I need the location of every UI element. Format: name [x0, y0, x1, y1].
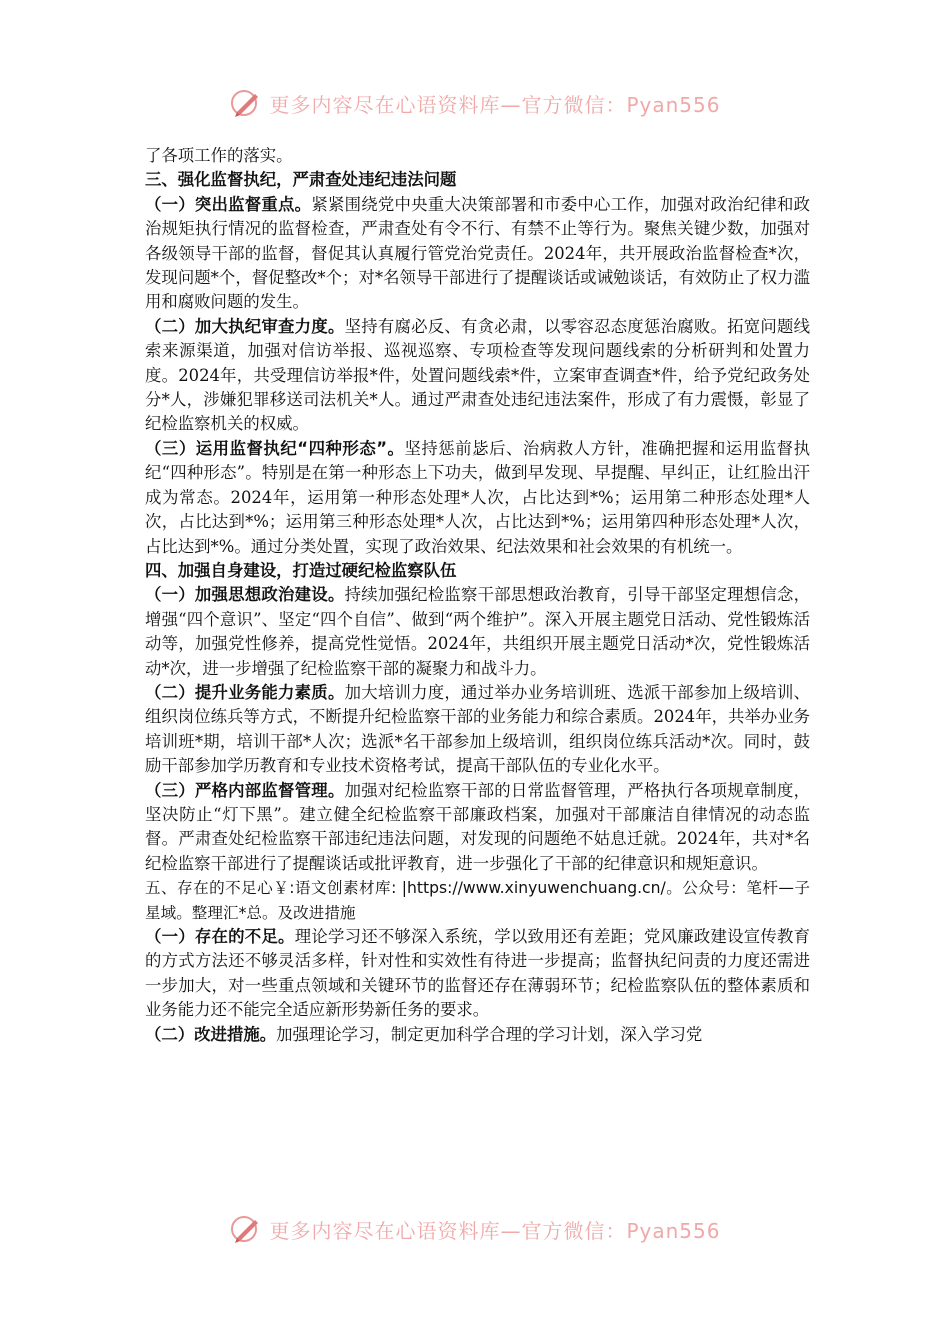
subheading: （三）运用监督执纪“四种形态”。 — [145, 438, 405, 458]
paragraph: （二）提升业务能力素质。加大培训力度，通过举办业务培训班、选派干部参加上级培训、组织岗位练兵等方式，不断提升纪检监察干部的业务能力和综合素质。2024年，共举办业务培训班*期，培训干部*人次；选派*名干部参加上级培训，组织岗位练兵活动*次。同时，鼓励干部参加学历教育和专业技术资格考试，提高干部队伍的专业化水平。 — [145, 682, 811, 776]
watermark-text: 更多内容尽在心语资料库—官方微信：Pyan556 — [269, 92, 721, 117]
subheading: （一）突出监督重点。 — [145, 194, 312, 214]
section-heading: 五、存在的不足心￥:语文创素材库: |https://www.xinyuwenchuang.cn/。公众号：笔杆—子星域。整理汇*总。及改进措施 — [145, 879, 810, 922]
paragraph: （一）突出监督重点。紧紧围绕党中央重大决策部署和市委中心工作，加强对政治纪律和政治规矩执行情况的监督检查，严肃查处有令不行、有禁不止等行为。聚焦关键少数，加强对各级领导干部的监督，督促其认真履行管党治党责任。2024年，共开展政治监督检查*次，发现问题*个，督促整改*个；对*名领导干部进行了提醒谈话或诫勉谈话，有效防止了权力滥用和腐败问题的发生。 — [145, 194, 811, 312]
pen-logo-icon — [229, 86, 263, 120]
section-heading: 三、强化监督执纪，严肃查处违纪违法问题 — [145, 170, 457, 190]
subheading: （二）改进措施。 — [145, 1024, 277, 1044]
paragraph: （三）严格内部监督管理。加强对纪检监察干部的日常监督管理，严格执行各项规章制度，坚决防止“灯下黑”。建立健全纪检监察干部廉政档案，加强对干部廉洁自律情况的动态监督。严肃查处纪检监察干部违纪违法问题，对发现的问题绝不姑息迁就。2024年，共对*名纪检监察干部进行了提醒谈话或批评教育，进一步强化了干部的纪律意识和规矩意识。 — [145, 780, 811, 873]
paragraph: （一）加强思想政治建设。持续加强纪检监察干部思想政治教育，引导干部坚定理想信念，增强“四个意识”、坚定“四个自信”、做到“两个维护”。深入开展主题党日活动、党性锻炼活动等，加强党性修养，提高党性觉悟。2024年，共组织开展主题党日活动*次，党性锻炼活动*次，进一步增强了纪检监察干部的凝聚力和战斗力。 — [145, 585, 811, 678]
watermark-footer — [0, 1212, 950, 1246]
paragraph: （二）加大执纪审查力度。坚持有腐必反、有贪必肃，以零容忍态度惩治腐败。拓宽问题线索来源渠道，加强对信访举报、巡视巡察、专项检查等发现问题线索的分析研判和处置力度。2024年，共受理信访举报*件，处置问题线索*件，立案审查调查*件，给予党纪政务处分*人，涉嫌犯罪移送司法机关*人。通过严肃查处违纪违法案件，形成了有力震慑，彰显了纪检监察机关的权威。 — [145, 316, 811, 434]
paragraph: （一）存在的不足。理论学习还不够深入系统，学以致用还有差距；党风廉政建设宣传教育的方式方法还不够灵活多样，针对性和实效性有待进一步提高；监督执纪问责的力度还需进一步加大，对一些重点领域和关键环节的监督还存在薄弱环节；纪检监察队伍的整体素质和业务能力还不能完全适应新形势新任务的要求。 — [145, 927, 811, 1020]
subheading: （二）加大执纪审查力度。 — [145, 316, 345, 336]
paragraph: 了各项工作的落实。 — [145, 146, 293, 165]
pen-logo-icon — [229, 1212, 263, 1246]
watermark-text: 更多内容尽在心语资料库—官方微信：Pyan556 — [269, 1218, 721, 1243]
subheading: （三）严格内部监督管理。 — [145, 780, 345, 800]
watermark-header — [0, 86, 950, 120]
section-heading: 四、加强自身建设，打造过硬纪检监察队伍 — [145, 560, 457, 580]
subheading: （一）加强思想政治建设。 — [145, 585, 345, 605]
paragraph: （二）改进措施。加强理论学习，制定更加科学合理的学习计划，深入学习党 — [145, 1024, 703, 1044]
document-body — [145, 144, 810, 1047]
paragraph: （三）运用监督执纪“四种形态”。坚持惩前毖后、治病救人方针，准确把握和运用监督执纪“四种形态”。特别是在第一种形态上下功夫，做到早发现、早提醒、早纠正，让红脸出汗成为常态。2024年，运用第一种形态处理*人次，占比达到*%；运用第二种形态处理*人次，占比达到*%；运用第三种形态处理*人次，占比达到*%；运用第四种形态处理*人次，占比达到*%。通过分类处置，实现了政治效果、纪法效果和社会效果的有机统一。 — [145, 438, 810, 556]
subheading: （二）提升业务能力素质。 — [145, 682, 345, 702]
subheading: （一）存在的不足。 — [145, 927, 295, 946]
